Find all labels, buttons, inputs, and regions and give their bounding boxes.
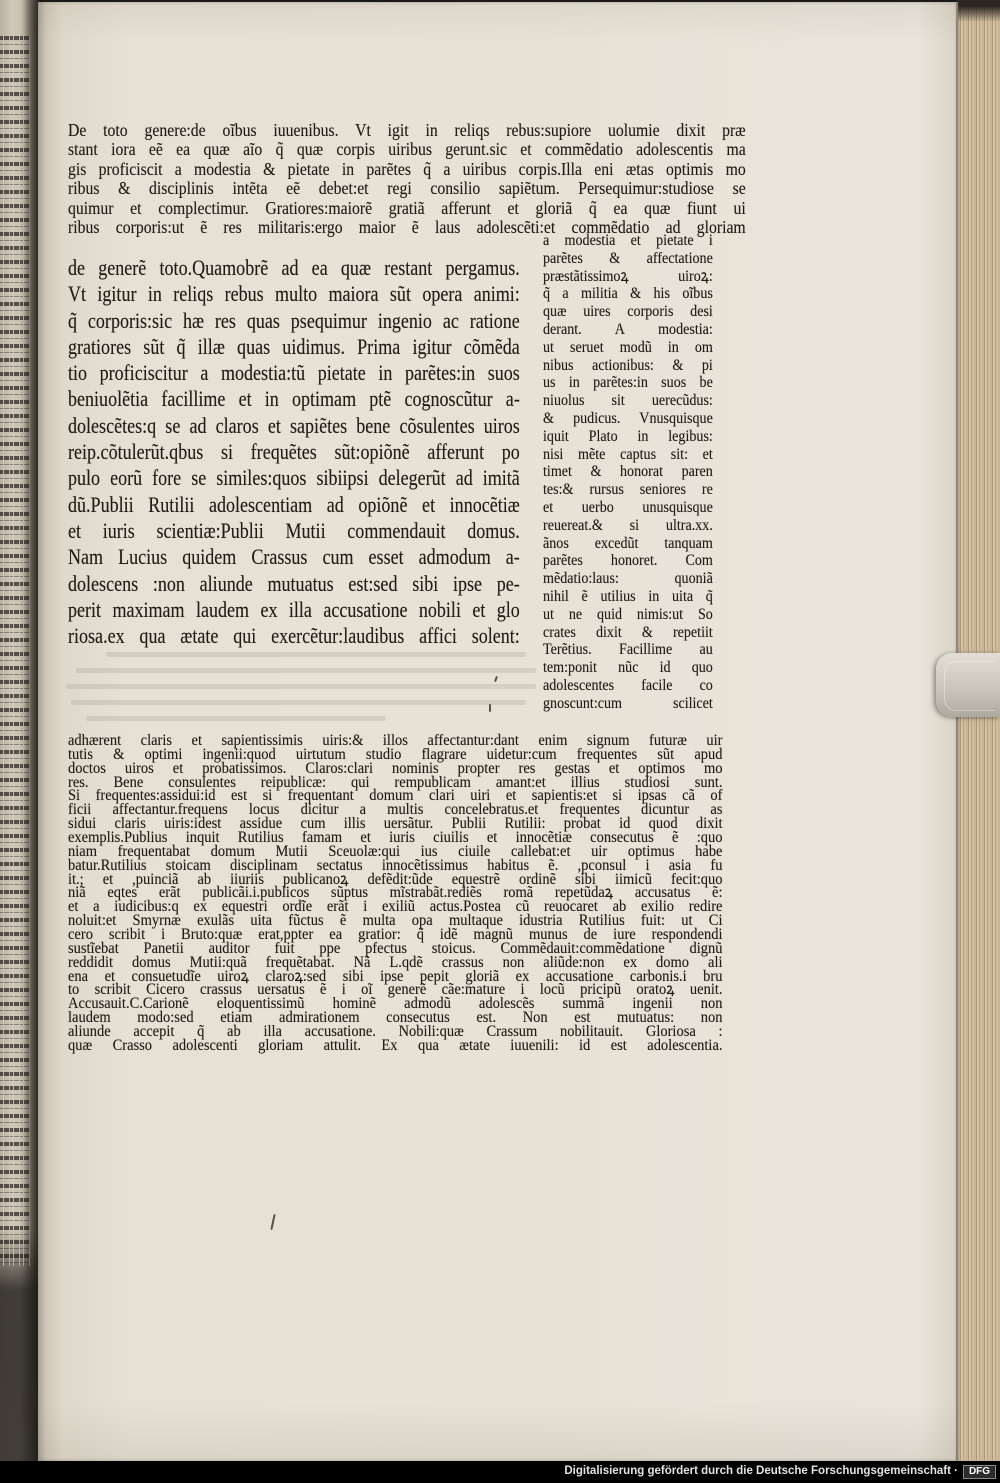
side-commentary-line: us in parẽtes:in suos be: [543, 374, 713, 392]
side-commentary-line: Terẽtius. Facillime au: [543, 641, 713, 659]
side-commentary-line: parẽtes & affectatione: [543, 249, 713, 267]
side-commentary-line: a modestia et pietate i: [543, 232, 713, 249]
bottom-commentary-line: sustĩebat Panetii auditor fuit ppe pfectus stoicus. Commẽdauit:commẽdatione dignũ: [68, 939, 723, 957]
ink-mark: [270, 1214, 275, 1230]
bottom-commentary-line: quæ Crasso adolescenti gloriam attulit. Ex qua ætate iuuenili: id est adolescentia.: [68, 1036, 723, 1054]
main-text-line: q̃ corporis:sic hæ res quas psequimur ingenio ac ratione: [68, 307, 520, 333]
main-text-line: dũ.Publii Rutilii adolescentiam ad opiõnẽ et innocẽtiæ: [68, 491, 520, 517]
side-commentary-line: parẽtes honoret. Com: [543, 552, 713, 570]
bottom-commentary-line: ficii affectantur.frequens locus dicitur a multis concelebratus.et frequentes dicuntur as: [68, 801, 723, 819]
facing-page-edge: [0, 0, 42, 1461]
footer-bar: [0, 1461, 1000, 1483]
side-commentary-line: q̃ a militia & his oĩbus: [543, 285, 713, 303]
side-commentary-line: nisi mẽte captus sit: et: [543, 445, 713, 463]
main-text-line: beniuolẽtia facillime et in optimam ptẽ cognoscũtur a-: [68, 386, 520, 412]
bottom-commentary-line: tutis & optimi ingenii:quod uirtutum studio flagrare uidetur:cum frequentes sũt apud: [68, 745, 723, 763]
main-text-line: tio proficiscitur a modestia:tũ pietate in parẽtes:in suos: [68, 360, 520, 386]
side-commentary-line: derant. A modestia:: [543, 320, 713, 338]
main-text-line: reip.cõtulerũt.qbus si frequẽtes sũt:opiõnẽ afferunt po: [68, 439, 520, 465]
side-commentary-line: gnoscunt:cum scilicet: [543, 694, 713, 712]
side-commentary-line: ut seruet modũ in om: [543, 338, 713, 356]
main-text-line: dolescens :non aliunde mutuatus est:sed sibi ipse pe-: [68, 570, 520, 596]
bottom-commentary-line: cero scribit i Bruto:quæ erat,ppter ea gratior: q̃ idẽ magnũ munus de iure respondendi: [68, 926, 723, 944]
main-text-line: de generẽ toto.Quamobrẽ ad ea quæ restant pergamus.: [68, 255, 520, 280]
top-commentary-line: stant iora eẽ ea quæ aĩo q̃ quæ corpis uiribus gerunt.sic et commẽdatio adolescentis ma: [68, 139, 746, 160]
page-stack-edge: [958, 0, 1000, 1461]
main-text-line: riosa.ex qua ætate qui exercẽtur:laudibus affici solent:: [68, 623, 520, 649]
main-text-line: et iuris scientiæ:Publii Mutii commendauit domus.: [68, 517, 520, 543]
bottom-commentary-line: ena et consuetudĩe uiroꝝ claroꝝ:sed sibi ipse pepit gloriã ex accusatione carbonis.i bru: [68, 967, 723, 985]
side-commentary-line: ut ne quid nimis:ut So: [543, 605, 713, 623]
main-text-line: Nam Lucius quidem Crassus cum esset admodum a-: [68, 544, 520, 570]
bottom-commentary-line: aliunde accepit q̃ ab illa accusatione. Nobili:quæ Crassum nobilitauit. Gloriosa :: [68, 1023, 723, 1041]
bottom-commentary-line: it.; et ,puinciã ab iiuriis publicanoꝝ defẽdit:ũde equestrẽ ordinẽ sibi iimicũ fecit:quo: [68, 870, 723, 888]
side-commentary-line: mẽdatio:laus: quoniã: [543, 570, 713, 588]
bottom-commentary-line: res. Bene consulentes reipublicæ: qui rempublicam amant:et illius studiosi sunt.: [68, 773, 723, 791]
top-commentary: [68, 121, 746, 237]
bottom-commentary-line: noluit:et Smyrnæ exulãs uita fũctus ẽ multa opa multaque idustria Rutilius fuit: ut Ci: [68, 912, 723, 930]
bleed-through-line: [71, 700, 526, 705]
book-page: [38, 2, 959, 1461]
bottom-commentary-line: doctos uiros et probatissimos. Claros:clari nominis propter res gestas et optimos mo: [68, 759, 723, 777]
top-commentary-line: ribus corporis:ut ẽ res militaris:ergo maior ẽ laus adolescẽti:et commẽdatio ad gloriam: [68, 217, 746, 238]
side-commentary-line: quæ uires corporis desi: [543, 303, 713, 321]
bottom-commentary-line: Si frequentes:assidui:id est si frequentant domum clari uiri et sapientis:et si ipsas cã of: [68, 787, 723, 805]
bleed-through-text: [66, 648, 536, 728]
bottom-commentary-line: adhærent claris et sapientissimis uiris:& illos affectantur:dant enim signum futuræ uir: [68, 732, 723, 749]
bottom-commentary-line: exemplis.Publius inquit Rutilius famam et iuris ciuilis et innocẽtiæ consecutus ẽ :quo: [68, 829, 723, 847]
bottom-commentary-line: niam frequentabat domum Mutii Sceuolæ:qui ius ciuile callebat:et uir optimus habe: [68, 842, 723, 860]
bottom-commentary-line: sidui claris uiris:idest assidue cum illis uersãtur. Publii Rutilii: probat id quod dixit: [68, 815, 723, 833]
bleed-through-line: [86, 716, 386, 721]
side-commentary-line: iquit Plato in legibus:: [543, 427, 713, 445]
side-commentary-line: et uerbo unusquisque: [543, 498, 713, 516]
page-edge-shadow: [956, 0, 960, 1461]
main-text-line: perit maximam laudem ex illa accusatione nobili et glo: [68, 596, 520, 622]
footer-credit: Digitalisierung gefördert durch die Deutsche Forschungsgemeinschaft ·: [564, 1465, 958, 1477]
bottom-commentary-line: niã eqtes erãt publicãi.i.publicos sũptus mĩstrabãt.rediẽs romã repetũdaꝝ accusatus ẽ:: [68, 884, 723, 902]
top-commentary-line: gis proficiscit a modestia & pietate in parẽtes q̃ a uiribus corpis.Illa eni ætas optimis mo: [68, 158, 746, 179]
bottom-commentary-line: et a iudicibus:q ex equestri ordĩe erãt i exiliũ actus.Postea cũ reuocaret ab exilio redire: [68, 898, 723, 916]
bottom-commentary-line: laudem modo:sed etiam admirationem consecutus est. Non est mutuatus: non: [68, 1009, 723, 1027]
top-commentary-line: quimur et complectimur. Gratiores:maiorẽ gratiã afferunt et gloriã q̃ ea quæ fiunt ui: [68, 197, 746, 218]
side-commentary-line: tem:ponit nũc id quo: [543, 659, 713, 677]
bottom-commentary-line: to scribit Cicero crassus uersatus ẽ i oĩ generẽ cãe:mature i locũ pricipũ oratoꝝ uenit.: [68, 981, 723, 999]
bottom-commentary: [68, 734, 723, 1053]
top-commentary-line: De toto genere:de oĩbus iuuenibus. Vt igit in reliqs rebus:supiore uolumie dixit præ: [68, 120, 746, 140]
side-commentary-line: nihil ẽ utilius in uita q̃: [543, 587, 713, 605]
main-text-line: gratiores sũt q̃ illæ quas uidimus. Prima igitur cõmẽda: [68, 333, 520, 359]
dfg-logo: DFG: [963, 1465, 996, 1479]
ink-mark: [489, 704, 491, 712]
side-commentary-line: nibus actionibus: & pi: [543, 356, 713, 374]
bottom-commentary-line: reddidit domus Mutii:quã frequẽtabat. Nã L.qdẽ crassus non aliũde:non ex domo ali: [68, 953, 723, 971]
side-commentary-line: timet & honorat paren: [543, 463, 713, 481]
main-text: [68, 255, 520, 649]
side-commentary-line: adolescentes facile co: [543, 676, 713, 694]
side-commentary-line: reuereat.& si ultra.xx.: [543, 516, 713, 534]
side-commentary-line: præstãtissimoꝝ uiroꝝ:: [543, 267, 713, 285]
bleed-through-line: [66, 684, 536, 689]
side-commentary-line: crates dixit & repetiit: [543, 623, 713, 641]
side-commentary-line: tes:& rursus seniores re: [543, 481, 713, 499]
side-commentary-line: niuolus sit uerecũdus:: [543, 392, 713, 410]
bleed-through-line: [106, 652, 526, 657]
bleed-through-line: [76, 668, 536, 673]
bottom-commentary-line: batur.Rutilius stoicam disciplinam sectatus innocẽtissimus habitus ẽ. ,pconsul i asia fu: [68, 856, 723, 874]
main-text-line: dolescẽtes:q se ad claros et sapiẽtes bene cõsulentes uiros: [68, 412, 520, 438]
bookmark-clip: [936, 653, 1000, 717]
side-commentary-line: & pudicus. Vnusquisque: [543, 409, 713, 427]
main-text-line: Vt igitur in reliqs rebus multo maiora sũt opera animi:: [68, 281, 520, 307]
bottom-commentary-line: Accusauit.C.Carionẽ eloquentissimũ hominẽ admodũ adolescẽs summã ingenii non: [68, 995, 723, 1013]
side-commentary: [543, 232, 713, 713]
gutter-shadow: [0, 0, 42, 1461]
side-commentary-line: ãnos excedũt tanquam: [543, 534, 713, 552]
top-commentary-line: ribus & disciplinis intẽta eẽ debet:et regi consilio sapiẽtum. Persequimur:studiose se: [68, 178, 746, 199]
main-text-line: pulo eorũ fore se similes:quos sibiipsi delegerũt ad imitã: [68, 465, 520, 491]
